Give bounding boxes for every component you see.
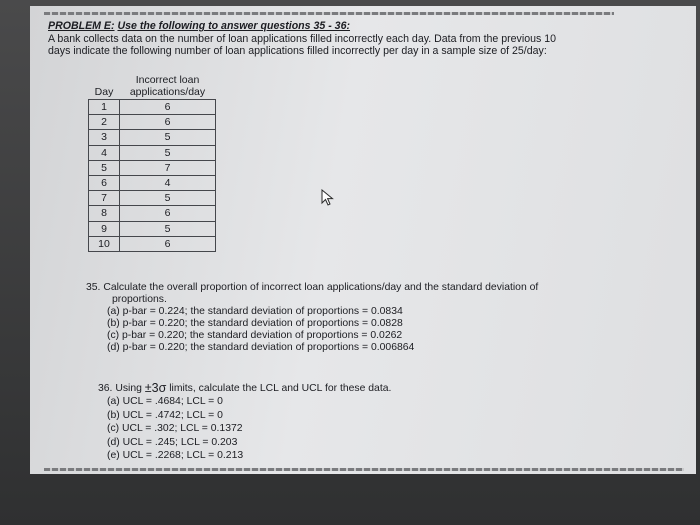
table-row: [89, 100, 216, 115]
q36-option-b: (b) UCL = .4742; LCL = 0: [107, 409, 223, 421]
table-row: [89, 130, 216, 145]
incorrect-count-cell: 6: [120, 206, 216, 221]
header-incorrect-apps: [120, 74, 216, 100]
table-row: [89, 191, 216, 206]
q36-sigma-symbol: ±3σ: [144, 381, 167, 395]
q35-prompt-line1: 35. Calculate the overall proportion of incorrect loan applications/day and the standard deviation of: [86, 282, 539, 293]
day-cell: 8: [89, 206, 120, 221]
incorrect-count-cell: 6: [120, 100, 216, 115]
header-day: Day: [89, 74, 120, 100]
problem-label: PROBLEM E:: [48, 20, 115, 32]
day-cell: 2: [89, 115, 120, 130]
table-row: [89, 145, 216, 160]
q36-option-e: (e) UCL = .2268; LCL = 0.213: [107, 450, 244, 462]
q35-prompt-line2: proportions.: [112, 294, 167, 305]
day-cell: 7: [89, 191, 120, 206]
incorrect-count-cell: 6: [120, 236, 216, 251]
loan-data-table: [88, 74, 216, 252]
table-row: [89, 115, 216, 130]
day-cell: 6: [89, 175, 120, 190]
table-row: [89, 221, 216, 236]
table-row: [89, 206, 216, 221]
question-36: [98, 382, 598, 462]
q35-option-a: (a) p-bar = 0.224; the standard deviation of proportions = 0.0834: [107, 306, 403, 317]
q36-option-c: (c) UCL = .302; LCL = 0.1372: [107, 423, 243, 435]
table-body: [89, 100, 216, 252]
day-cell: 4: [89, 145, 120, 160]
day-cell: 1: [89, 100, 120, 115]
top-dashed-rule: [44, 12, 614, 15]
q36-prefix: 36. Using: [98, 383, 142, 394]
problem-description-line2: days indicate the following number of loan applications filled incorrectly per day in a sample size of 25/day:: [48, 45, 547, 57]
day-cell: 5: [89, 160, 120, 175]
day-cell: 10: [89, 236, 120, 251]
table-row: [89, 175, 216, 190]
incorrect-count-cell: 5: [120, 145, 216, 160]
document-screen: [30, 6, 696, 474]
header-value-line1: Incorrect loan: [135, 74, 200, 86]
table-header-row: [89, 74, 216, 100]
problem-description-line1: A bank collects data on the number of loan applications filled incorrectly each day. Data from the previous 10: [48, 32, 557, 45]
question-35: [86, 282, 646, 354]
day-cell: 9: [89, 221, 120, 236]
mouse-cursor-icon: [321, 189, 335, 207]
incorrect-count-cell: 5: [120, 191, 216, 206]
table-row: [89, 236, 216, 251]
problem-title: [48, 20, 648, 33]
incorrect-count-cell: 4: [120, 175, 216, 190]
header-value-line2: applications/day: [129, 85, 206, 98]
q36-option-a: (a) UCL = .4684; LCL = 0: [107, 396, 223, 408]
day-cell: 3: [89, 130, 120, 145]
problem-instruction: Use the following to answer questions 35 - 36:: [117, 20, 350, 32]
incorrect-count-cell: 5: [120, 221, 216, 236]
q36-prompt: [98, 382, 598, 395]
q36-suffix: limits, calculate the LCL and UCL for these data.: [169, 383, 392, 394]
incorrect-count-cell: 5: [120, 130, 216, 145]
problem-header: [48, 20, 648, 58]
q36-option-d: (d) UCL = .245; LCL = 0.203: [107, 436, 238, 448]
q35-option-c: (c) p-bar = 0.220; the standard deviation of proportions = 0.0262: [107, 330, 403, 341]
table-row: [89, 160, 216, 175]
incorrect-count-cell: 6: [120, 115, 216, 130]
q35-option-d: (d) p-bar = 0.220; the standard deviation of proportions = 0.006864: [107, 342, 415, 353]
bottom-dashed-rule: [44, 468, 684, 471]
q35-option-b: (b) p-bar = 0.220; the standard deviation of proportions = 0.0828: [107, 318, 403, 329]
incorrect-count-cell: 7: [120, 160, 216, 175]
